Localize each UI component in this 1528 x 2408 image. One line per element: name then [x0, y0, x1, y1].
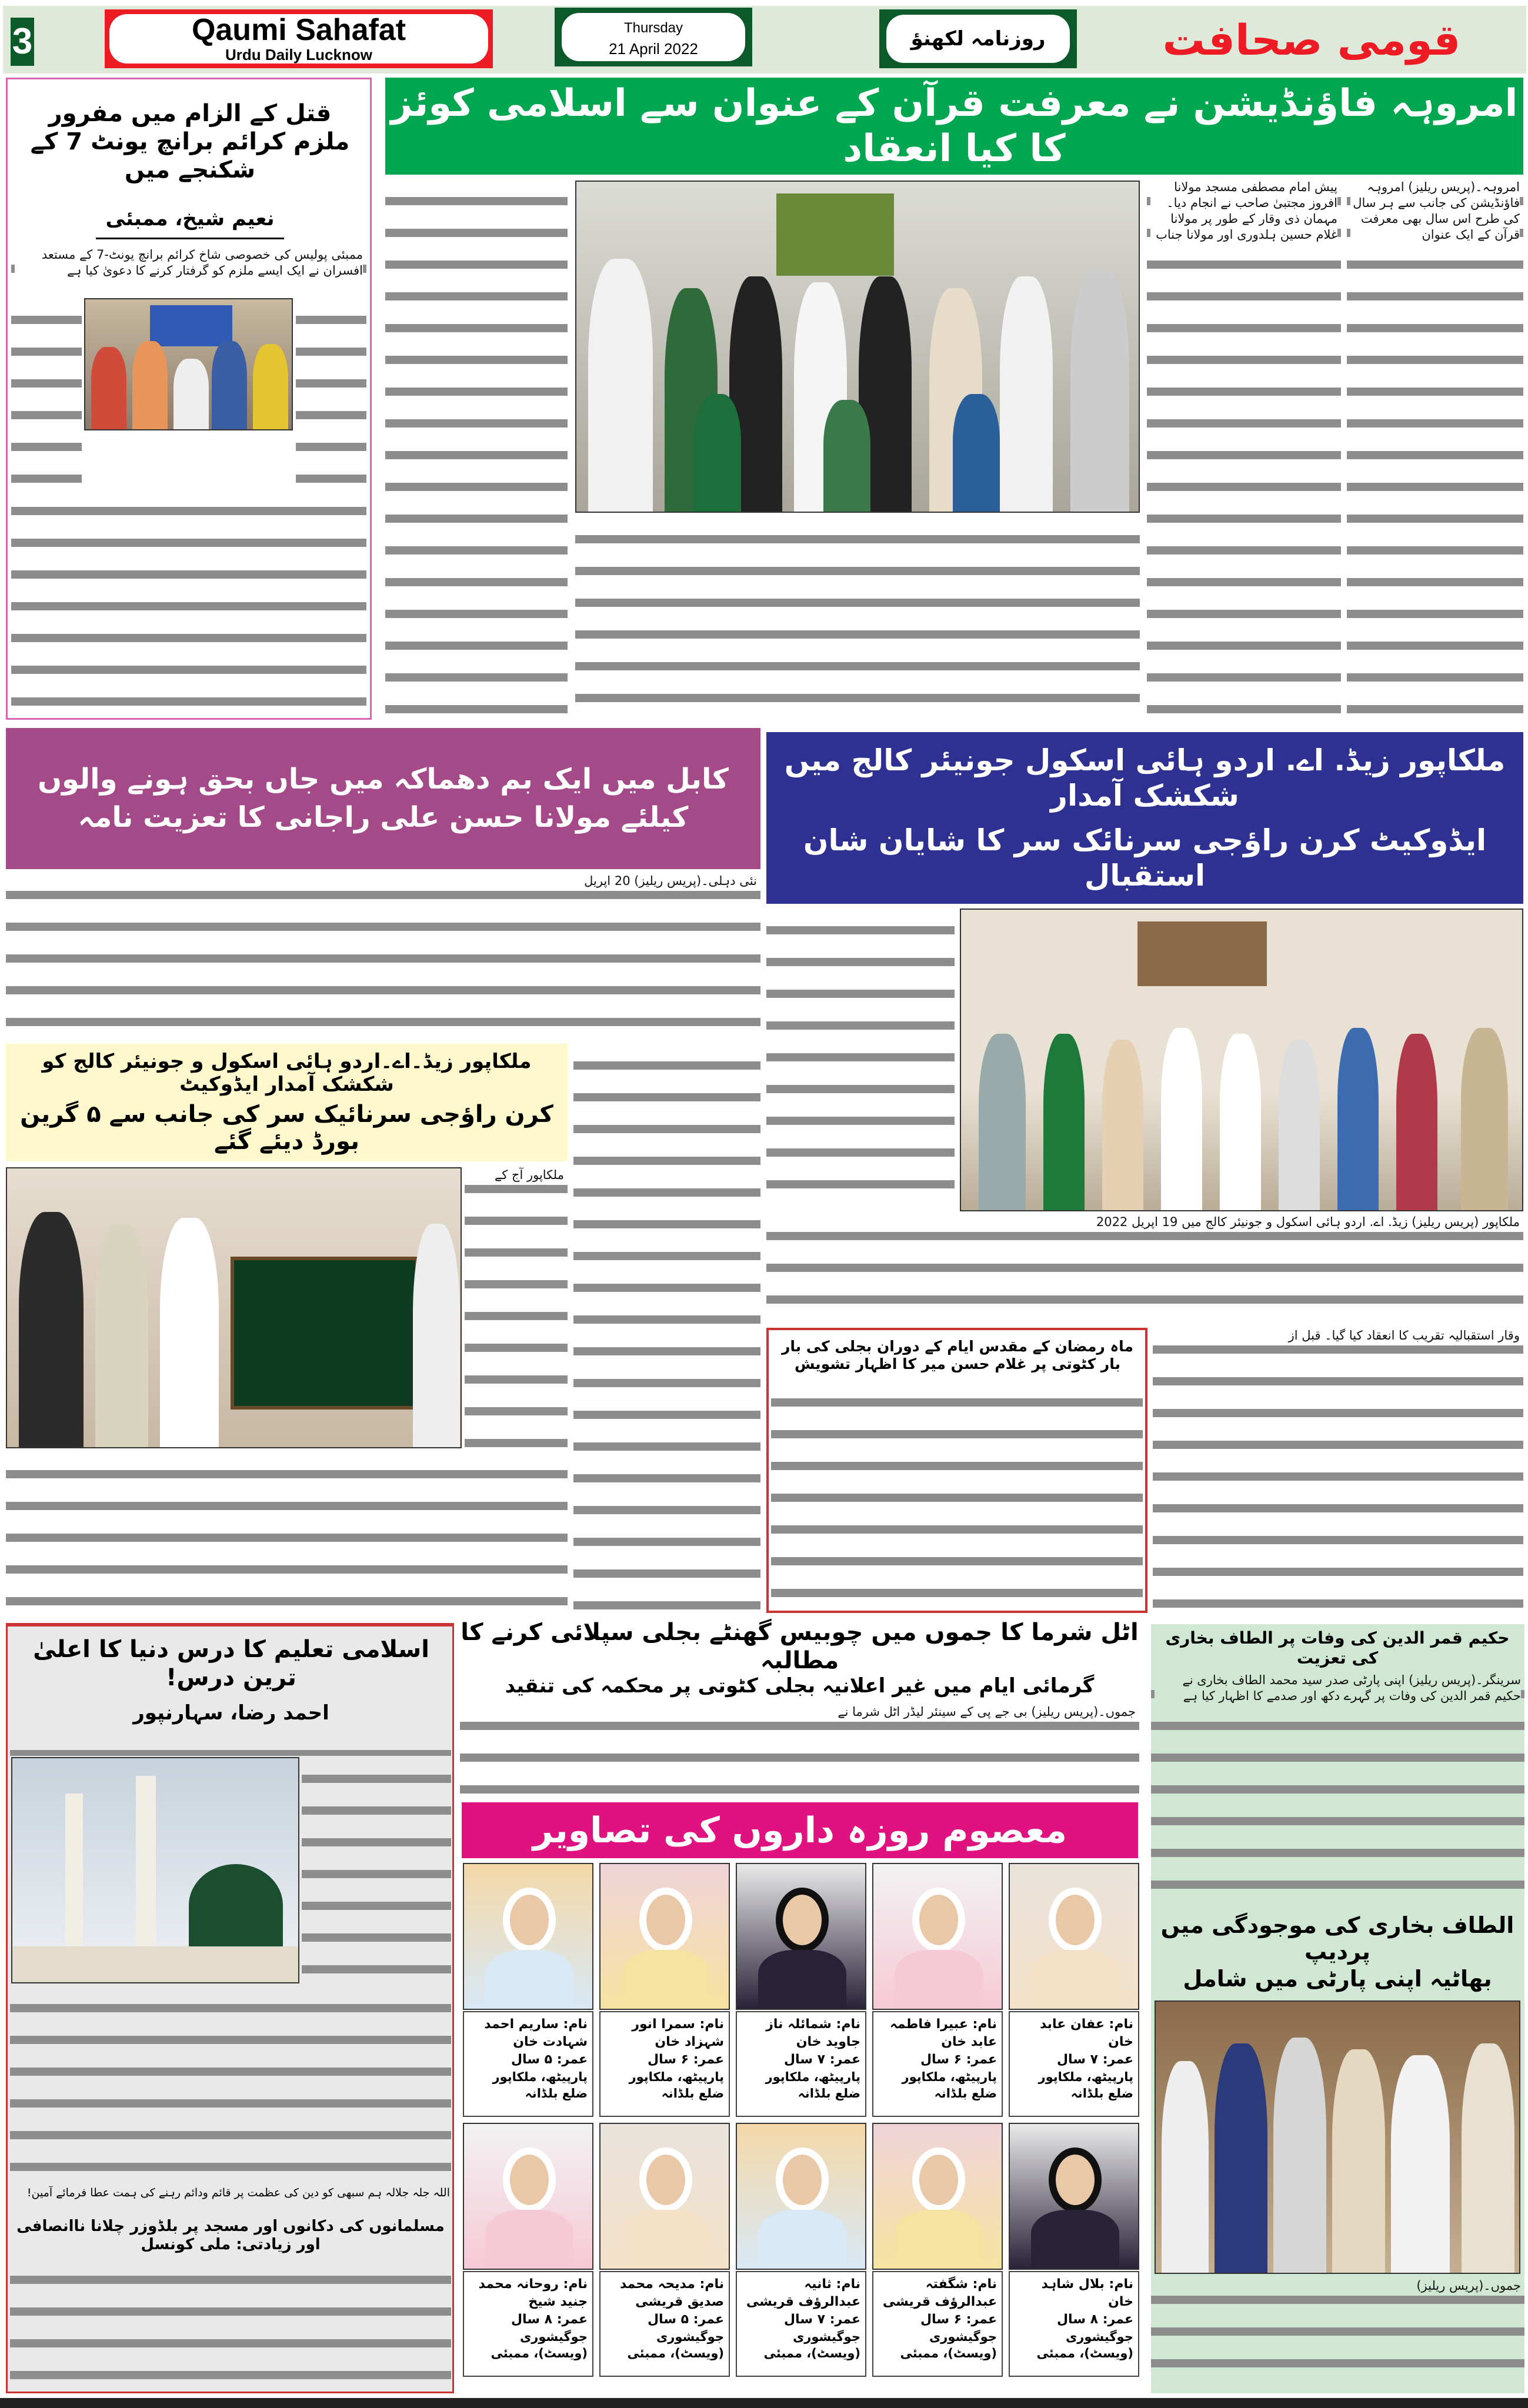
child-caption	[1009, 2271, 1139, 2377]
roznama-label: روزنامہ لکھنؤ	[886, 15, 1070, 63]
child-age-row	[1015, 2051, 1133, 2069]
kabul-body: نئی دہلی۔(پریس ریلیز) 20 اپریل	[6, 873, 760, 1039]
kabul-headline-line2: کیلئے مولانا حسن علی راجانی کا تعزیت نامہ	[78, 801, 689, 834]
crime-branch-photo	[84, 298, 293, 430]
child-place: پارپیٹھ، ملکاپور ضلع بلڈانہ	[492, 2070, 588, 2100]
bhatia-body: جموں۔(پریس ریلیز)	[1151, 2278, 1524, 2390]
child-name: مدیحہ محمد صدیق قریشی	[619, 2277, 724, 2309]
child-name-row	[605, 2276, 724, 2311]
malkapur-headline-line1: ملکاپور زیڈ. اے. اردو ہائی اسکول جونیئر کالج میں شکشک آمدار	[784, 743, 1506, 813]
bulldozer-body	[10, 2258, 451, 2391]
child-caption	[736, 2271, 866, 2377]
child-caption	[1009, 2011, 1139, 2117]
date-box	[555, 8, 752, 66]
islamic-edu-body-side	[302, 1757, 451, 1983]
child-caption	[872, 2011, 1003, 2117]
child-place: جوگیشوری (ویسٹ)، ممبئی	[900, 2330, 997, 2360]
child-age: ۵ سال	[511, 2052, 553, 2067]
children-banner: معصوم روزہ داروں کی تصاویر	[462, 1802, 1138, 1858]
name-label: نام:	[563, 2277, 588, 2292]
child-name: شمائلہ ناز جاوید خان	[766, 2017, 860, 2049]
child-caption	[463, 2011, 593, 2117]
kabul-headline-line1: کابل میں ایک بم دھماکہ میں جاں بحق ہونے والوں	[38, 762, 729, 796]
child-name: عفان عابد خان	[1040, 2017, 1133, 2049]
masthead-title: Qaumi Sahafat	[191, 13, 406, 47]
child-age-row	[605, 2051, 724, 2069]
child-place: پارپیٹھ، ملکاپور ضلع بلڈانہ	[765, 2070, 860, 2100]
child-age-row	[878, 2311, 997, 2329]
child-caption	[463, 2271, 593, 2377]
crime-headline: قتل کے الزام میں مفرور ملزم کرائم برانچ یونٹ 7 کے شکنجے میں	[30, 100, 350, 183]
logo-urdu: قومی صحافت	[1162, 15, 1461, 65]
child-age: ۵ سال	[647, 2312, 689, 2327]
child-place: پارپیٹھ، ملکاپور ضلع بلڈانہ	[1038, 2070, 1133, 2100]
greenboard-body: ملکاپور آج کے	[465, 1167, 568, 1448]
hakeem-body: سرینگر۔(پریس ریلیز) اپنی پارٹی صدر سید محمد الطاف بخاری نے حکیم قمر الدین کی وفات پر گہرے دکھ اور صدمے کا اظہار کیا ہے	[1151, 1672, 1524, 1899]
name-label: نام:	[1109, 2277, 1133, 2292]
child-place: جوگیشوری (ویسٹ)، ممبئی	[763, 2330, 860, 2360]
name-label: نام:	[1109, 2017, 1133, 2032]
child-name-row	[1015, 2016, 1133, 2051]
name-label: نام:	[699, 2017, 724, 2032]
crime-byline: نعیم شیخ، ممبئی	[96, 201, 284, 239]
child-name-row	[742, 2016, 860, 2051]
age-label: عمر:	[966, 2312, 997, 2327]
child-place: جوگیشوری (ویسٹ)، ممبئی	[491, 2330, 588, 2360]
age-label: عمر:	[556, 2052, 588, 2067]
malkapur-welcome-photo	[960, 909, 1523, 1211]
child-place: جوگیشوری (ویسٹ)، ممبئی	[627, 2330, 724, 2360]
malkapur-body-right: وقار استقبالیہ تقریب کا انعقاد کیا گیا۔ قبل از	[1153, 1328, 1523, 1613]
child-name: عبیرا فاطمہ عابد خان	[889, 2017, 997, 2049]
child-name-row	[469, 2276, 588, 2311]
malkapur-headline-line2: ایڈوکیٹ کرن راؤجی سرنائک سر کا شایان شان استقبال	[803, 823, 1487, 893]
child-age-row	[1015, 2311, 1133, 2329]
child-name: بلال شاہد خان	[1041, 2277, 1133, 2309]
child-age: ۸ سال	[1056, 2312, 1099, 2327]
age-label: عمر:	[693, 2052, 724, 2067]
roznama-box	[879, 9, 1077, 68]
child-age: ۷ سال	[783, 2312, 826, 2327]
greenboard-headline	[6, 1044, 568, 1161]
bulldozer-headline: مسلمانوں کی دکانوں اور مسجد پر بلڈوزر چلانا ناانصافی اور زیادتی: ملی کونسل	[16, 2217, 445, 2253]
child-name: روحانہ محمد جنید شیخ	[478, 2277, 588, 2309]
child-photo	[872, 2123, 1003, 2270]
greenboard-body-bottom	[6, 1452, 568, 1611]
islamic-edu-byline: احمد رضا، سہارنپور	[133, 1701, 329, 1725]
crime-body: ممبئی پولیس کی خصوصی شاخ کرائم برانچ یونٹ-7 کے مستعد افسران نے ایک ایسے ملزم کو گرفتار کرنے کا دعویٰ کیا ہے	[11, 247, 366, 295]
quiz-body-col1: امروہہ۔(پریس ریلیز) امروہہ فاؤنڈیشن کی جانب سے ہر سال کی طرح اس سال بھی معرفت قرآن کے ایک عنوان	[1347, 179, 1523, 720]
quiz-body-col2: پیش امام مصطفی مسجد مولانا افروز مجتبیٰ صاحب نے انجام دیا۔ مہمان ذی وقار کے طور پر مولانا غلام حسین ہلدوری اور مولانا جناب	[1147, 179, 1341, 720]
page-number: 3	[11, 18, 34, 66]
child-name: شگفتہ عبدالرؤف قریشی	[882, 2277, 997, 2309]
name-label: نام:	[836, 2277, 860, 2292]
child-age-row	[878, 2051, 997, 2069]
mosque-photo	[11, 1757, 299, 1983]
name-label: نام:	[563, 2017, 588, 2032]
kabul-headline	[6, 728, 760, 869]
islamic-edu-body-top	[10, 1732, 451, 1756]
child-age-row	[742, 2051, 860, 2069]
child-age: ۶ سال	[920, 2052, 962, 2067]
jammu-body: جموں۔(پریس ریلیز) بی جے پی کے سینئر لیڈر اٹل شرما نے	[460, 1704, 1139, 1798]
masthead-subtitle: Urdu Daily Lucknow	[225, 46, 372, 64]
child-name-row	[605, 2016, 724, 2051]
greenboard-headline-line1: ملکاپور زیڈ۔اے۔اردو ہائی اسکول و جونیئر کالج کو شکشک آمدار ایڈوکیٹ	[42, 1049, 532, 1096]
age-label: عمر:	[1102, 2312, 1133, 2327]
islamic-edu-body	[10, 1986, 451, 2184]
child-name-row	[1015, 2276, 1133, 2311]
child-age: ۶ سال	[920, 2312, 962, 2327]
child-photo	[1009, 1863, 1139, 2010]
age-label: عمر:	[829, 2052, 860, 2067]
hakeem-headline: حکیم قمر الدین کی وفات پر الطاف بخاری کی تعزیت	[1165, 1628, 1510, 1668]
child-photo	[1009, 2123, 1139, 2270]
child-name-row	[878, 2276, 997, 2311]
bhatia-headline-line2: بھاٹیہ اپنی پارٹی میں شامل	[1183, 1965, 1492, 1992]
child-name: ثانیہ عبدالرؤف قریشی	[746, 2277, 860, 2309]
child-caption	[736, 2011, 866, 2117]
child-age-row	[469, 2311, 588, 2329]
quiz-body-bottom	[575, 517, 1140, 720]
age-label: عمر:	[556, 2312, 588, 2327]
date: 21 April 2022	[609, 40, 698, 58]
footer-bar	[0, 2398, 1528, 2408]
child-caption	[872, 2271, 1003, 2377]
child-caption	[599, 2011, 730, 2117]
child-name: سمرا انور شہزاد خان	[632, 2017, 724, 2049]
age-label: عمر:	[966, 2052, 997, 2067]
islamic-edu-story	[6, 1623, 454, 2393]
bhatia-headline	[1155, 1908, 1520, 1997]
islamic-edu-headline: اسلامی تعلیم کا درس دنیا کا اعلیٰ ترین درس!	[33, 1636, 429, 1691]
child-age: ۷ سال	[1056, 2052, 1099, 2067]
name-label: نام:	[972, 2277, 997, 2292]
child-age-row	[742, 2311, 860, 2329]
child-photo	[736, 1863, 866, 2010]
greenboard-headline-line2: کرن راؤجی سرنائیک سر کی جانب سے ۵ گرین بورڈ دیئے گئے	[20, 1101, 553, 1155]
jammu-subheadline: گرمائی ایام میں غیر اعلانیہ بجلی کٹوتی پر محکمہ کی تنقید	[505, 1674, 1095, 1698]
right-bottom-column	[1151, 1624, 1524, 2393]
child-photo	[599, 1863, 730, 2010]
child-place: پارپیٹھ، ملکاپور ضلع بلڈانہ	[902, 2070, 997, 2100]
malkapur-body-left	[766, 909, 955, 1208]
crime-body-left	[11, 298, 82, 486]
jammu-headline: اٹل شرما کا جموں میں چوبیس گھنٹے بجلی سپلائی کرنے کا مطالبہ	[461, 1619, 1139, 1674]
child-age-row	[605, 2311, 724, 2329]
child-name-row	[469, 2016, 588, 2051]
age-label: عمر:	[1102, 2052, 1133, 2067]
quiz-headline: امروہہ فاؤنڈیشن نے معرفت قرآن کے عنوان سے اسلامی کوئز کا کیا انعقاد	[385, 78, 1523, 175]
ramzan-power-story	[766, 1328, 1147, 1613]
age-label: عمر:	[693, 2312, 724, 2327]
name-label: نام:	[972, 2017, 997, 2032]
ramzan-power-body	[771, 1381, 1143, 1610]
child-caption	[599, 2271, 730, 2377]
child-age: ۷ سال	[783, 2052, 826, 2067]
crime-story	[6, 78, 372, 720]
malkapur-headline	[766, 732, 1523, 904]
quiz-event-photo	[575, 181, 1140, 513]
child-age: ۸ سال	[511, 2312, 553, 2327]
child-photo	[599, 2123, 730, 2270]
ramzan-power-headline: ماہ رمضان کے مقدس ایام کے دوران بجلی کی بار بار کٹوتی پر غلام حسن میر کا اظہار تشویش	[781, 1338, 1134, 1372]
weekday: Thursday	[623, 20, 683, 36]
child-place: جوگیشوری (ویسٹ)، ممبئی	[1036, 2330, 1133, 2360]
malkapur-body-bottom: ملکاپور (پریس ریلیز) زیڈ. اے. اردو ہائی اسکول و جونیئر کالج میں 19 اپریل 2022	[766, 1214, 1523, 1320]
child-age: ۶ سال	[647, 2052, 689, 2067]
crime-body-right	[296, 298, 366, 486]
name-label: نام:	[699, 2277, 724, 2292]
greenboard-photo	[6, 1167, 462, 1448]
child-photo	[736, 2123, 866, 2270]
child-name-row	[742, 2276, 860, 2311]
child-photo	[463, 1863, 593, 2010]
masthead-box	[105, 9, 493, 68]
islamic-edu-closing: اللہ جلہ جلالہ ہم سبھی کو دین کی عظمت پر قائم ودائم رہنے کی ہمت عطا فرمائے آمین!	[26, 2186, 450, 2199]
child-photo	[463, 2123, 593, 2270]
bhatia-headline-line1: الطاف بخاری کی موجودگی میں پردیپ	[1160, 1912, 1514, 1965]
quiz-body-col3	[385, 179, 568, 720]
crime-body-bottom	[11, 489, 366, 714]
child-age-row	[469, 2051, 588, 2069]
kabul-body-continued	[573, 1044, 760, 1611]
child-place: پارپیٹھ، ملکاپور ضلع بلڈانہ	[629, 2070, 724, 2100]
name-label: نام:	[836, 2017, 860, 2032]
child-name-row	[878, 2016, 997, 2051]
bhatia-photo	[1155, 2000, 1520, 2274]
child-name: ساریم احمد شہادت خان	[484, 2017, 588, 2049]
age-label: عمر:	[829, 2312, 860, 2327]
child-photo	[872, 1863, 1003, 2010]
